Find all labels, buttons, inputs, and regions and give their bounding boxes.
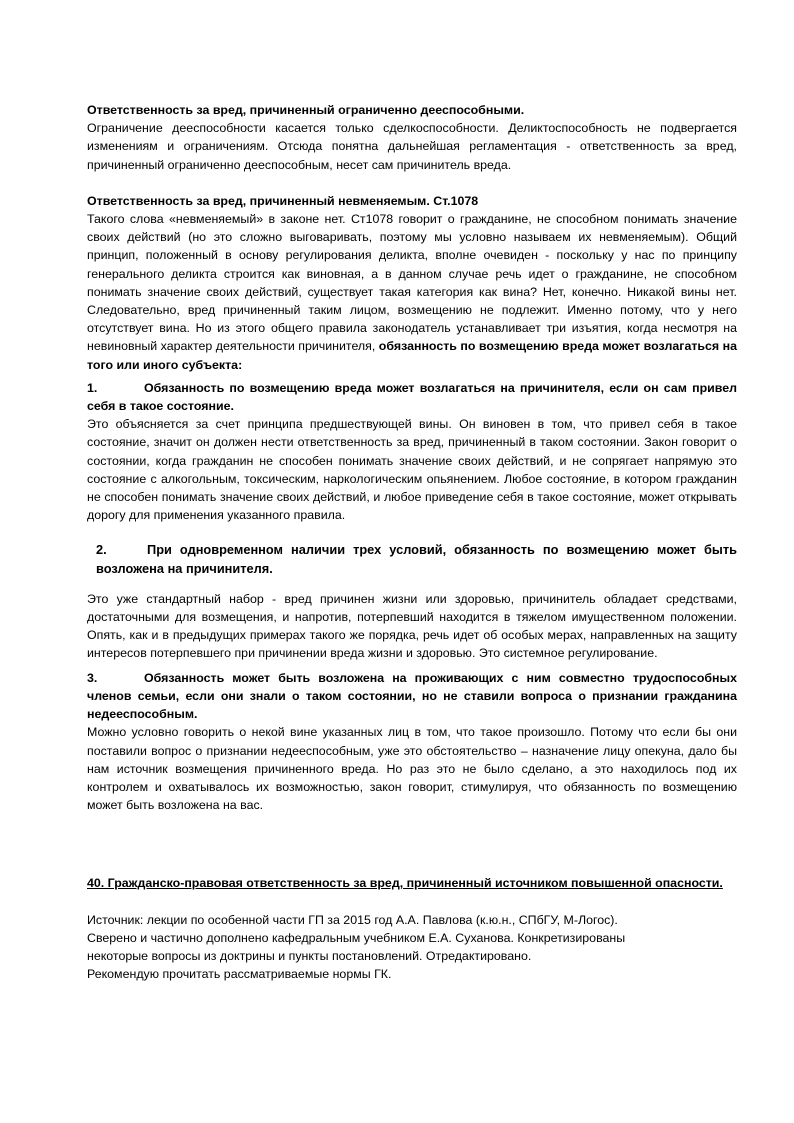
source-note-1: Источник: лекции по особенной части ГП за 2015 год А.А. Павлова (к.ю.н., СПбГУ, М-Логос). [87, 912, 618, 927]
document-page [87, 101, 737, 983]
source-note-4: Рекомендую прочитать рассматриваемые нормы ГК. [87, 967, 392, 982]
section-text-limited-capacity: Ограничение дееспособности касается только сделкоспособности. Деликтоспособность не подвергается изменениям и ограничениям. Отсюда понятна дальнейшая регламентация - ответственность за вред, причиненный ограниченно дееспособным, несет сам причинитель вреда. [87, 121, 737, 172]
item-3-number: 3. [87, 670, 98, 685]
item-2-number: 2. [96, 542, 107, 558]
item-2-text: Это уже стандартный набор - вред причинен жизни или здоровью, причинитель обладает средствами, достаточными для возмещения, и напротив, потерпевший находится в тяжелом имущественном положении. Опять, как и в предыдущих примерах такого же порядка, речь идет об особых мерах, направленных на защиту интересов потерпевшего при причинении вреда жизни и здоровью. Это системное регулирование. [87, 591, 737, 661]
item-3-text: Можно условно говорить о некой вине указанных лиц в том, что такое произошло. Потому что если бы они поставили вопрос о признании недееспособным, уже это обстоятельство – назначение лицу опекуна, дало бы нам источник возмещения причиненного вреда. Но раз это не было сделано, а это находилось под их контролем и охватывалось их возможностью, закон говорит, стимулируя, что обязанность по возмещению может быть возложена на вас. [87, 725, 737, 813]
item-1-title [87, 379, 737, 415]
section-title-insane-article: . Ст.1078 [426, 193, 479, 208]
item-3-title [87, 669, 737, 724]
section-40-title: 40. Гражданско-правовая ответственность за вред, причиненный источником повышенной опасности. [87, 876, 723, 891]
item-1-title-text: Обязанность по возмещению вреда может возлагаться на причинителя, если он сам привел себя в такое состояние. [87, 380, 737, 414]
source-note-3: некоторые вопросы из доктрины и пункты постановлений. Отредактировано. [87, 948, 532, 963]
section-title-limited-capacity: Ответственность за вред, причиненный ограниченно дееспособными. [87, 103, 525, 117]
item-3-title-text: Обязанность может быть возложена на проживающих с ним совместно трудоспособных членов семьи, если они знали о таком состоянии, но не ставили вопроса о признании гражданина недееспособным. [87, 670, 737, 722]
section-text-insane-main: Такого слова «невменяемый» в законе нет. Ст1078 говорит о гражданине, не способном понимать значение своих действий (но это сложно выговаривать, поэтому мы условно называем их невменяемым). Общий принцип, положенный в основу регулирования деликта, вполне очевиден - поскольку у нас по принципу генерального деликта строится как виновная, а в данном случае речь идет о гражданине, не способном понимать значение своих действий, существует такая категория как вина? Нет, конечно. Никакой вины нет. Следовательно, вред причиненный таким лицом, возмещению не подлежит. Именно потому, что у него отсутствует вина. Но из этого общего правила законодатель устанавливает три изъятия, когда несмотря на невиновный характер деятельности причинителя, [87, 212, 737, 354]
section-text-insane-bold: обязанность по возмещению вреда может возлагаться на того или иного субъекта: [87, 339, 737, 372]
section-text-insane [87, 210, 737, 374]
item-1-text: Это объясняется за счет принципа предшествующей вины. Он виновен в том, что привел себя в такое состояние, значит он должен нести ответственность за вред, причиненный в таком состоянии. Закон говорит о состоянии, когда гражданин не способен понимать значение своих действий, и не сопрягает напрямую это состояние с алкогольным, токсическим, наркологическим опьянением. Любое состояние, в котором гражданин не способен понимать значение своих действий, и любое приведение себя в такое состояние, может открывать дорогу для применения указанного правила. [87, 417, 737, 523]
item-1-number: 1. [87, 380, 98, 395]
item-2-title-text: При одновременном наличии трех условий, обязанность по возмещению может быть возложена на причинителя. [96, 542, 737, 576]
item-2-title [87, 541, 737, 577]
section-title-insane [87, 192, 737, 210]
section-title-insane-main: Ответственность за вред, причиненный невменяемым [87, 193, 427, 208]
source-note-2: Сверено и частично дополнено кафедральным учебником Е.А. Суханова. Конкретизированы [87, 930, 626, 945]
